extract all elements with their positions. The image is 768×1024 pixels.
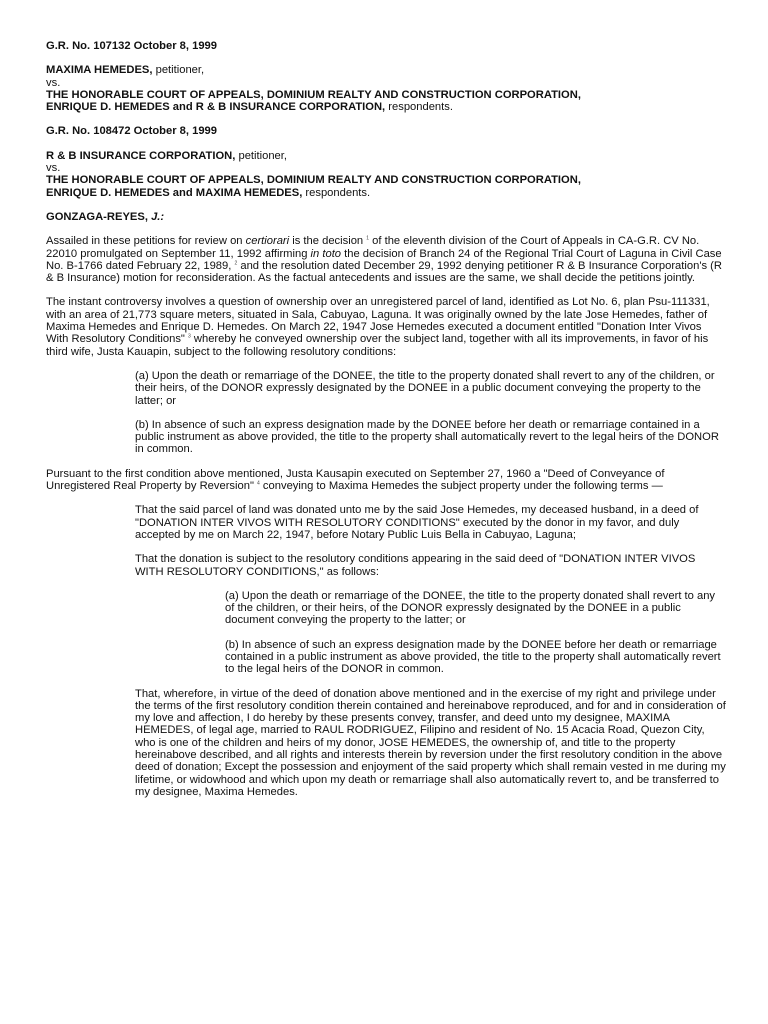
footnote-3-link[interactable]: 3 — [188, 333, 191, 340]
case1-caption — [46, 64, 726, 113]
case1-petitioner-name: MAXIMA HEMEDES, — [46, 64, 153, 77]
case2-caption — [46, 150, 726, 199]
quote-3: That, wherefore, in virtue of the deed of donation above mentioned and in the exercise of my right and privilege under the terms of the first resolutory condition therein contained and hereinabove reproduced, and for and in consideration of my love and affection, I do hereby by these presents convey, transfer, and deed unto my designee, MAXIMA HEMEDES, of legal age, married to RAUL RODRIGUEZ, Filipino and resident of No. 15 Acacia Road, Quezon City, who is one of the children and heirs of my donor, JOSE HEMEDES, the ownership of, and title to the property hereinabove described, and all rights and interests therein by reversion under the first resolutory condition in the above deed of donation; Except the possession and enjoyment of the said property which shall remain vested in me during my lifetime, or widowhood and which upon my death or remarriage shall also automatically revert to, and be transferred to my designee, Maxima Hemedes. — [135, 687, 726, 798]
paragraph-2: The instant controversy involves a question of ownership over an unregistered parcel of land, identified as Lot No. 6, plan Psu-111331, with an area of 21,773 square meters, situated in Sala, Cabuyao, Laguna. It was originally owned by the late Jose Hemedes, father of Maxima Hemedes and Enrique D. Hemedes. On March 22, 1947 Jose Hemedes executed a document entitled "Donation Inter Vivos With Resolutory Conditions" $^3$ whereby he conveyed ownership over the subject land, together with all its improvements, in favor of his third wife, Justa Kauapin, subject to the following resolutory conditions: — [46, 296, 710, 358]
footnote-4-link[interactable]: 4 — [257, 480, 260, 487]
case2-respondents-role: respondents. — [305, 186, 371, 199]
case1-vs: vs. — [46, 76, 61, 89]
case2-number: G.R. No. 108472 October 8, 1999 — [46, 125, 218, 138]
paragraph-3: Pursuant to the first condition above mentioned, Justa Kausapin executed on September 27, 1960 a "Deed of Conveyance of Unregistered Real Property by Reversion" $^4$ conveying to Maxima Hemedes the subject property under the following terms — — [46, 467, 665, 493]
nested-condition-a: (a) Upon the death or remarriage of the DONEE, the title to the property donated shall revert to any of the children, or their heirs, of the DONOR expressly designated by the DONEE in a public document conveying the property to the latter; or — [225, 589, 716, 627]
case2-respondents-line2: ENRIQUE D. HEMEDES and MAXIMA HEMEDES, — [46, 186, 303, 199]
ponente-title: J.: — [151, 210, 165, 223]
condition-a: (a) Upon the death or remarriage of the DONEE, the title to the property donated shall revert to any of the children, or their heirs, of the DONOR expressly designated by the DONEE in a public document conveying the property to the latter; or — [135, 369, 715, 407]
quote-1: That the said parcel of land was donated unto me by the said Jose Hemedes, my deceased husband, in a deed of "DONATION INTER VIVOS WITH RESOLUTORY CONDITIONS" executed by the donor in my favor, and duly accepted by me on March 22, 1947, before Notary Public Luis Bella in Cabuyao, Laguna; — [135, 504, 699, 541]
case2-petitioner-name: R & B INSURANCE CORPORATION, — [46, 149, 236, 162]
case1-respondents-role: respondents. — [388, 101, 453, 114]
case1-respondents-line2: ENRIQUE D. HEMEDES and R & B INSURANCE CORPORATION, — [46, 101, 386, 114]
case1-petitioner-role: petitioner, — [155, 64, 205, 77]
nested-condition-b: (b) In absence of such an express designation made by the DONEE before her death or remarriage contained in a public instrument as above provided, the title to the property shall automatically revert to the legal heirs of the DONOR in common. — [225, 638, 721, 676]
ponente — [46, 211, 726, 223]
document-page — [46, 40, 726, 810]
footnote-2-link[interactable]: 2 — [234, 260, 238, 267]
case1-number: G.R. No. 107132 October 8, 1999 — [46, 40, 218, 52]
paragraph-1: Assailed in these petitions for review on certiorari is the decision $^1$ of the eleventh division of the Court of Appeals in CA-G.R. CV No. 22010 promulgated on September 11, 1992 affirming in toto the decision of Branch 24 of the Regional Trial Court of Laguna in Civil Case No. B-1766 dated February 22, 1989, $^2$ and the resolution dated December 29, 1992 denying petitioner R & B Insurance Corporation's (R & B Insurance) motion for reconsideration. As the factual antecedents and issues are the same, we shall decide the petitions jointly. — [46, 235, 722, 285]
case2-vs: vs. — [46, 162, 61, 175]
condition-b: (b) In absence of such an express designation made by the DONEE before her death or remarriage contained in a public instrument as above provided, the title to the property shall automatically revert to the legal heirs of the DONOR in common. — [135, 418, 719, 456]
footnote-1-link[interactable]: 1 — [366, 235, 370, 242]
quote-2: That the donation is subject to the resolutory conditions appearing in the said deed of "DONATION INTER VIVOS WITH RESOLUTORY CONDITIONS," as follows: — [135, 553, 696, 578]
case2-petitioner-role: petitioner, — [238, 149, 287, 162]
case1-respondents-line1: THE HONORABLE COURT OF APPEALS, DOMINIUM REALTY AND CONSTRUCTION CORPORATION, — [46, 88, 581, 101]
ponente-name: GONZAGA-REYES, — [46, 210, 148, 223]
case2-respondents-line1: THE HONORABLE COURT OF APPEALS, DOMINIUM REALTY AND CONSTRUCTION CORPORATION, — [46, 174, 581, 187]
